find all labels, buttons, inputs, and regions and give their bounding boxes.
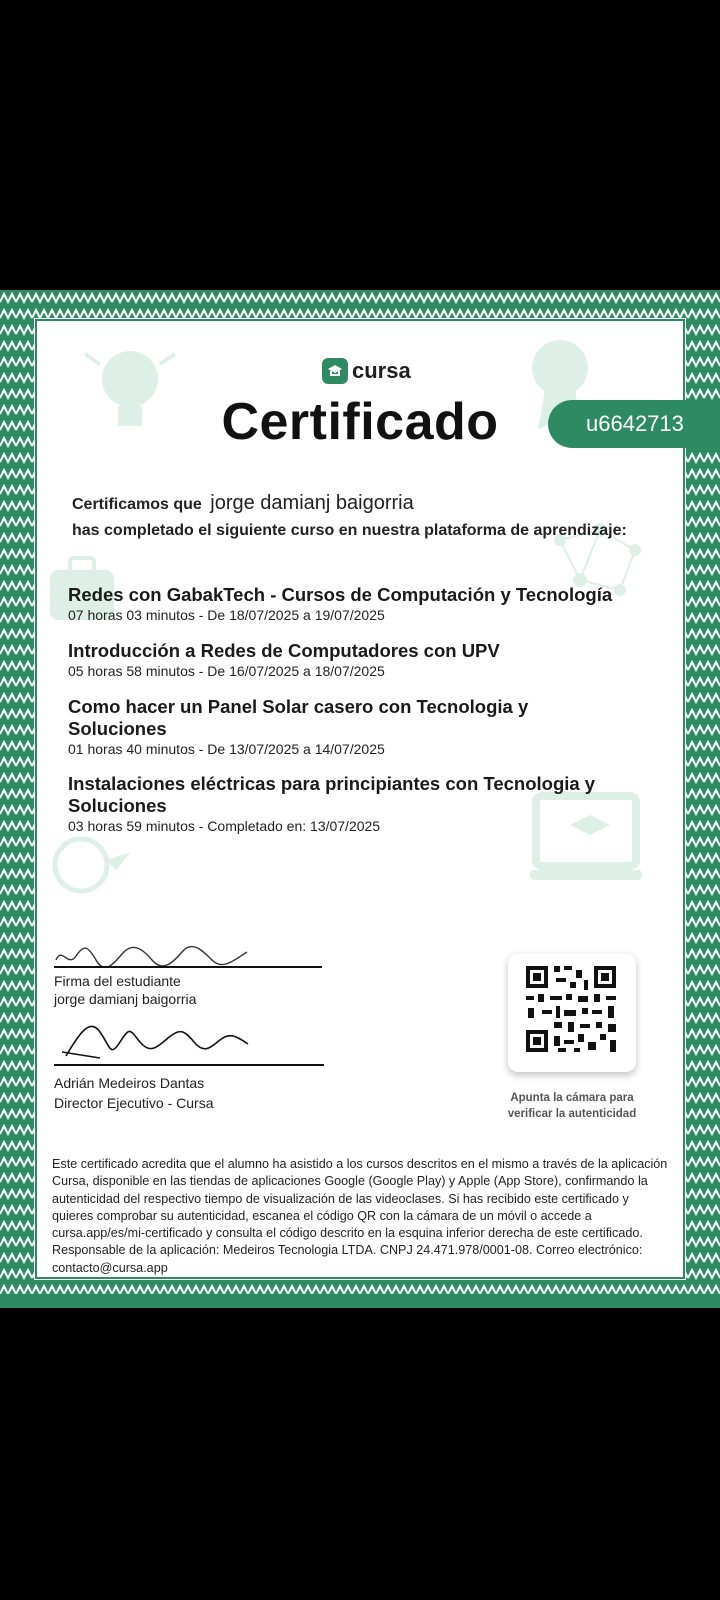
course-meta: 07 horas 03 minutos - De 18/07/2025 a 19/07/2025 xyxy=(68,607,385,623)
course-item xyxy=(68,696,538,758)
certificate-title: Certificado xyxy=(221,393,499,451)
director-name: Adrián Medeiros Dantas xyxy=(54,1075,205,1091)
qr-caption xyxy=(492,1090,652,1122)
course-title: Introducción a Redes de Computadores con UPV xyxy=(68,640,500,661)
director-signature xyxy=(60,1012,260,1068)
student-name: jorge damianj baigorria xyxy=(210,492,414,514)
qr-code-icon xyxy=(508,954,636,1072)
course-title: Redes con GabakTech - Cursos de Computación y Tecnología xyxy=(68,584,613,605)
globe-plane-icon xyxy=(46,830,136,900)
cursa-logo xyxy=(322,358,411,384)
qr-caption-line: verificar la autenticidad xyxy=(507,1108,637,1120)
student-signature-line xyxy=(54,966,322,968)
qr-code-card[interactable] xyxy=(508,954,636,1072)
cursa-logo-icon xyxy=(322,358,348,384)
intro-prefix: Certificamos que xyxy=(72,496,202,513)
director-signature-line xyxy=(54,1064,324,1066)
course-item xyxy=(68,584,638,624)
course-meta: 05 horas 58 minutos - De 16/07/2025 a 18/07/2025 xyxy=(68,663,385,679)
course-title: Como hacer un Panel Solar casero con Tecnologia y Soluciones xyxy=(68,696,529,739)
student-signature-name: jorge damianj baigorria xyxy=(54,991,197,1007)
course-title: Instalaciones eléctricas para principiantes con Tecnologia y Soluciones xyxy=(68,773,596,816)
certificate-code-badge: u6642713 xyxy=(548,400,720,448)
student-signature-label: Firma del estudiante xyxy=(54,973,181,989)
course-item xyxy=(68,773,618,835)
intro-line xyxy=(72,492,414,515)
course-meta: 01 horas 40 minutos - De 13/07/2025 a 14/07/2025 xyxy=(68,741,385,757)
course-meta: 03 horas 59 minutos - Completado en: 13/07/2025 xyxy=(68,818,381,834)
certificate xyxy=(0,290,720,1308)
brand-name: cursa xyxy=(352,358,411,383)
qr-caption-line: Apunta la cámara para xyxy=(510,1092,634,1104)
student-signature xyxy=(52,938,252,974)
legal-footer: Este certificado acredita que el alumno ha asistido a los cursos descritos en el mismo a través de la aplicación Cursa, disponible en las tiendas de aplicaciones Google (Google Play) y Apple (App Store), confirmando la autenticidad del respectivo tiempo de visualización de las videoclases. Si has recibido este certificado y quieres comprobar su autenticidad, escanea el código QR con la cámara de un móvil o accede a cursa.app/es/mi-certificado y consulta el código descrito en la esquina inferior derecha de este certificado. Responsable de la aplicación: Medeiros Tecnologia LTDA. CNPJ 24.471.978/0001-08. Correo electrónico: contacto@cursa.app xyxy=(52,1157,668,1275)
director-title: Director Ejecutivo - Cursa xyxy=(54,1095,214,1111)
course-item xyxy=(68,640,638,680)
intro-suffix: has completado el siguiente curso en nuestra plataforma de aprendizaje: xyxy=(72,522,627,539)
